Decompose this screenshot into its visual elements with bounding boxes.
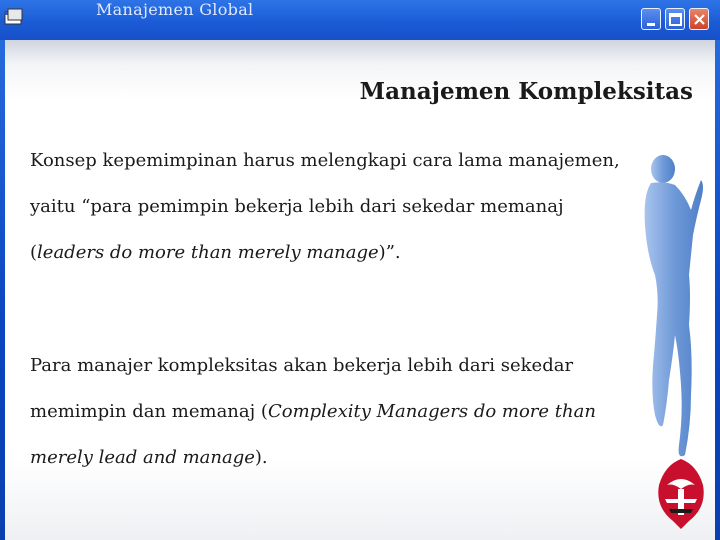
window-title: Manajemen Global	[96, 0, 254, 19]
figure-silhouette-icon	[635, 155, 705, 465]
paragraph-leadership	[30, 138, 630, 276]
paragraph-italic-text: Complexity Managers do more than merely lead and manage	[30, 401, 596, 468]
minimize-icon	[642, 9, 662, 31]
title-bar[interactable]	[0, 0, 720, 40]
paragraph-complexity	[30, 343, 630, 481]
close-icon	[690, 9, 710, 31]
slide-content	[5, 40, 715, 540]
maximize-button[interactable]	[665, 8, 685, 30]
slide-title: Manajemen Kompleksitas	[359, 78, 693, 105]
paragraph-text-end: )”.	[378, 242, 401, 263]
app-window-icon[interactable]	[4, 8, 24, 26]
close-button[interactable]	[689, 8, 709, 30]
minimize-button[interactable]	[641, 8, 661, 30]
paragraph-italic-text: leaders do more than merely manage	[37, 242, 379, 263]
paragraph-text-end: ).	[254, 447, 268, 468]
paragraph-text: Para manajer kompleksitas akan bekerja lebih dari sekedar memimpin dan memanaj (	[30, 355, 574, 422]
university-logo	[645, 455, 717, 535]
paragraph-text: Konsep kepemimpinan harus melengkapi cara lama manajemen, yaitu “para pemimpin bekerja lebih dari sekedar memanaj (	[30, 150, 620, 263]
maximize-icon	[666, 9, 686, 31]
